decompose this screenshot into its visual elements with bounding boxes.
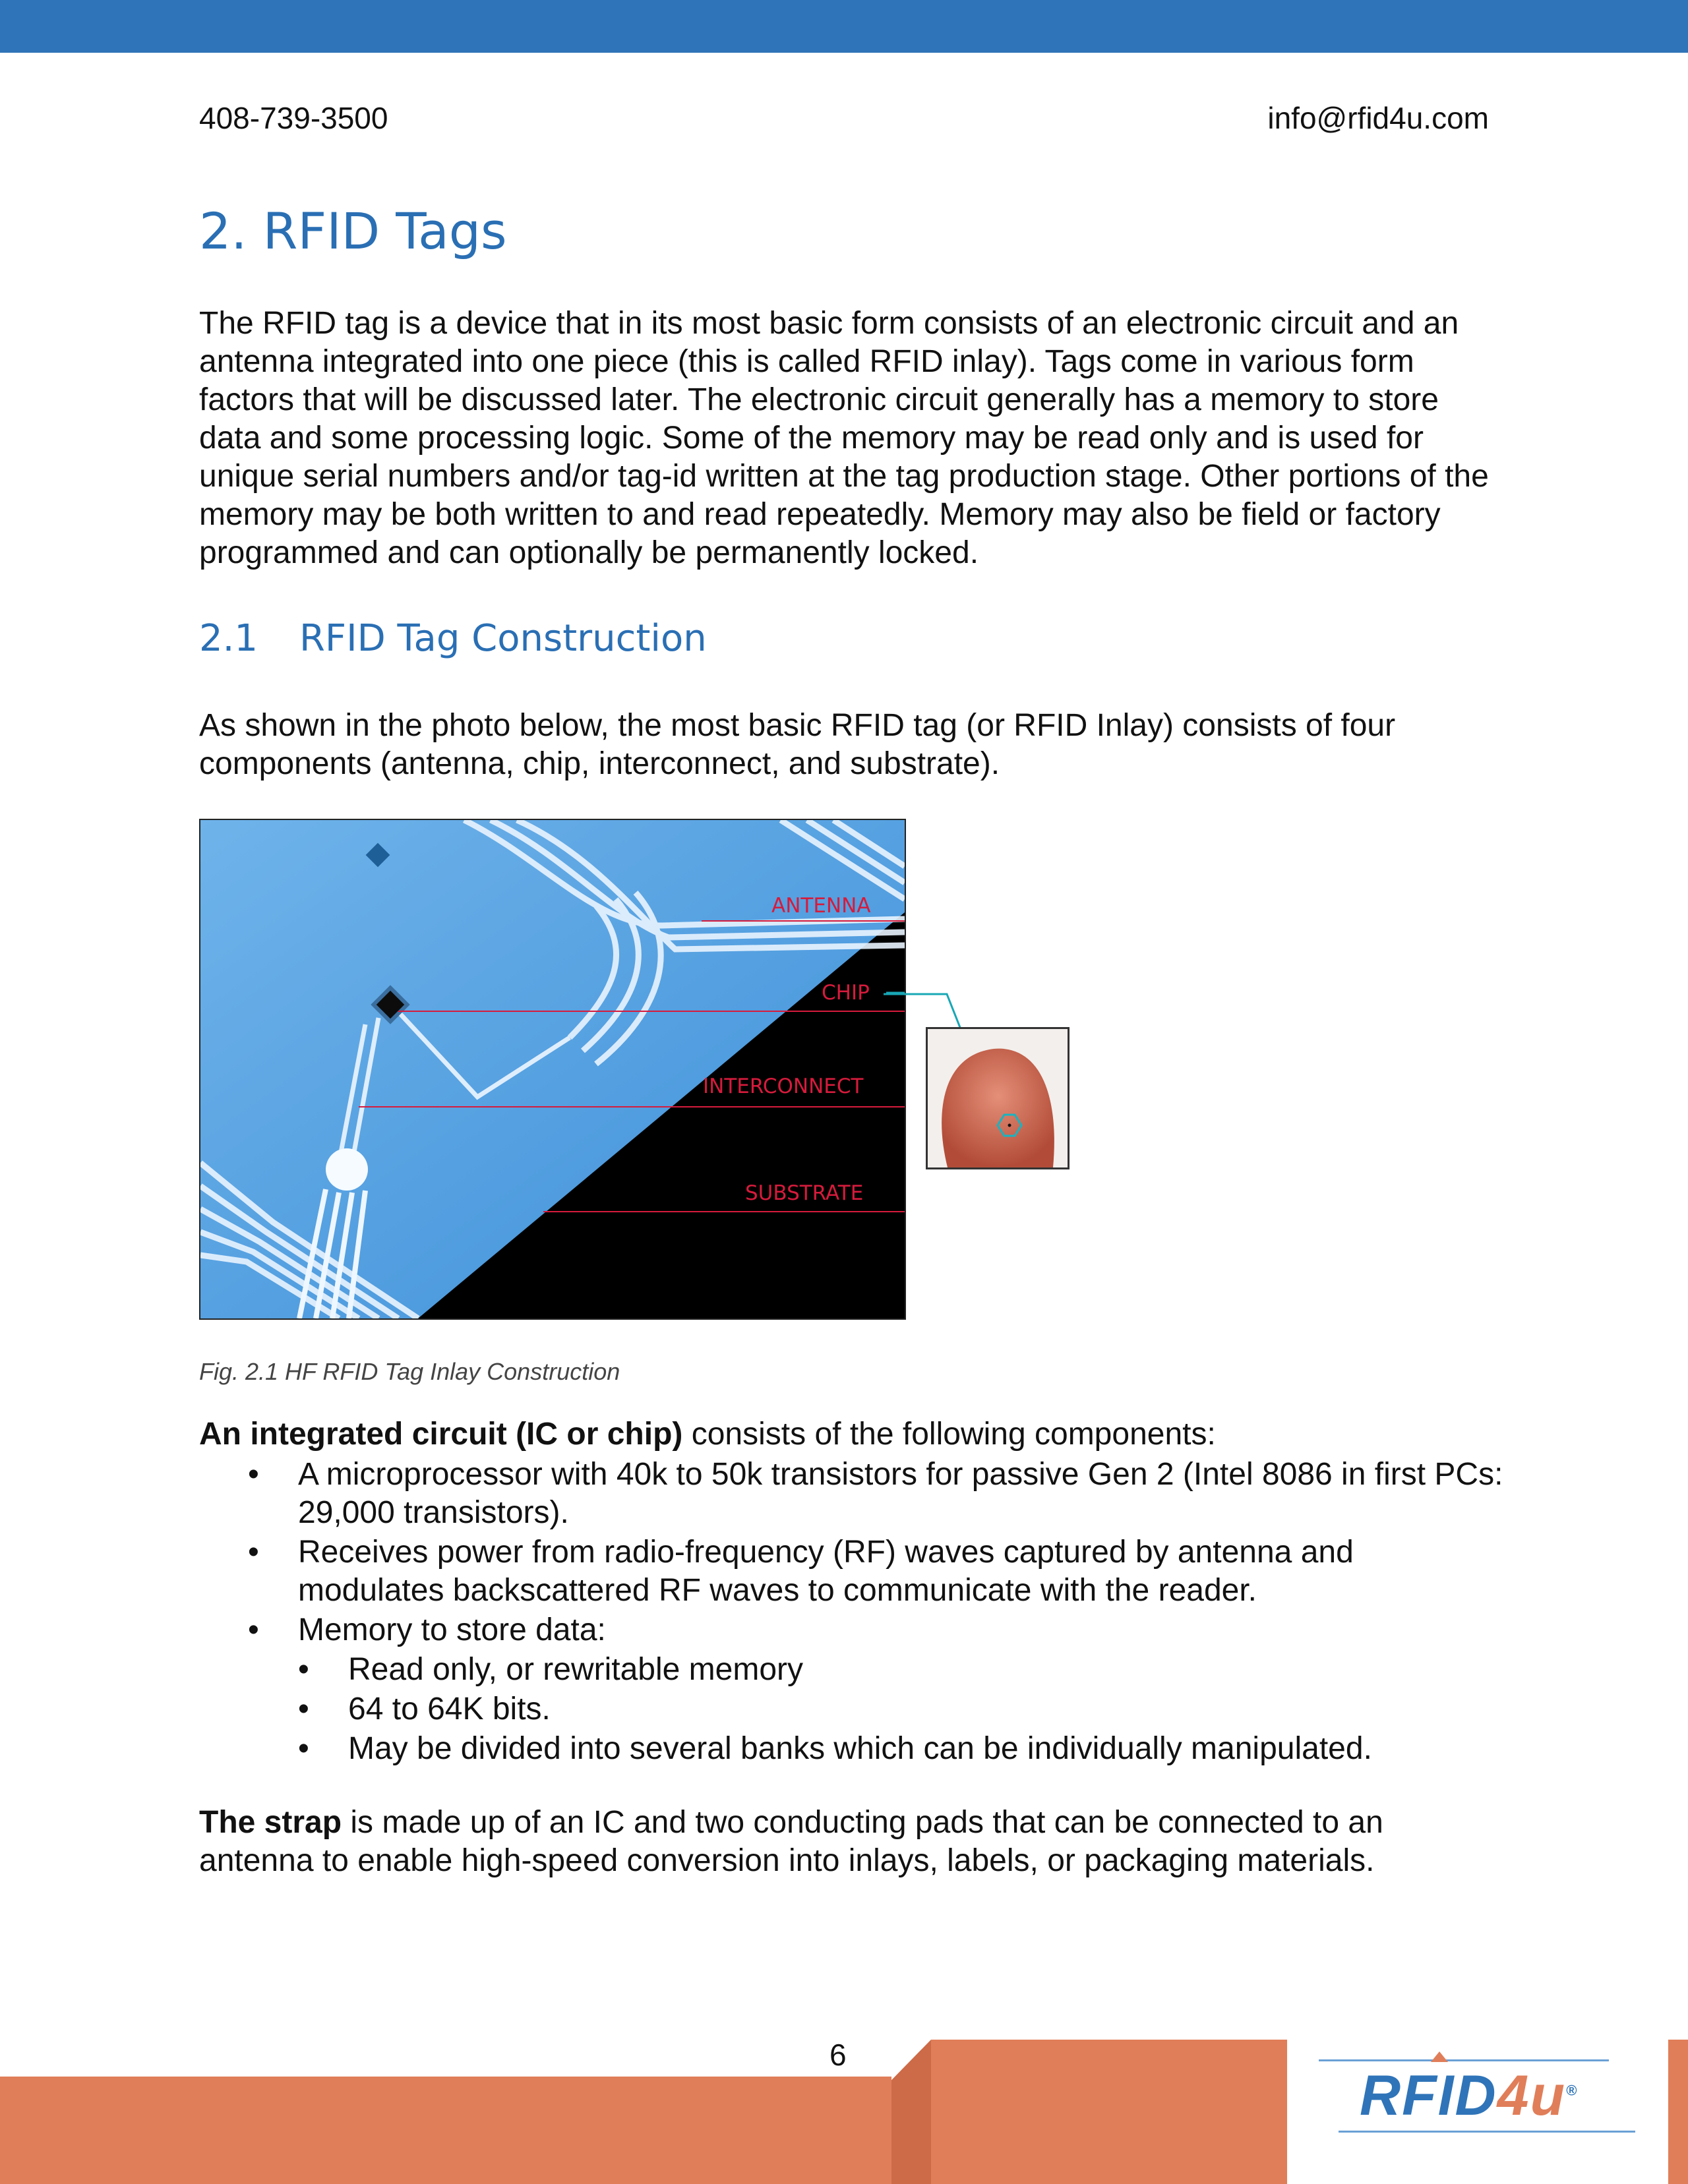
list-item: • Receives power from radio-frequency (RF) waves captured by antenna and modulates backscattered RF waves to communicate with the reader. bbox=[199, 1533, 1505, 1610]
footer-slant bbox=[891, 2040, 931, 2184]
strap-bold: The strap bbox=[199, 1805, 342, 1840]
header-email: info@rfid4u.com bbox=[1267, 101, 1489, 135]
logo-bottom-line bbox=[1339, 2131, 1635, 2133]
sub-list-item: • Read only, or rewritable memory bbox=[298, 1651, 1505, 1689]
section-intro: The RFID tag is a device that in its most basic form consists of an electronic circuit and an antenna integrated into one piece (this is called RFID inlay). Tags come in various form factors that will be discussed later. The electronic circuit generally has a memory to store data and some processing logic. Some of the memory may be read only and is used for unique serial numbers and/or tag-id written at the tag production stage. Other portions of the memory may be both written to and read repeatedly. Memory may also be field or factory programmed and can optionally be permanently locked. bbox=[199, 306, 1489, 570]
top-banner bbox=[0, 0, 1688, 53]
logo-wordmark bbox=[1360, 2063, 1578, 2129]
logo-4u: 4u bbox=[1497, 2064, 1567, 2127]
chip-dot bbox=[1008, 1124, 1011, 1127]
connection-pad bbox=[326, 1148, 368, 1191]
list-item-text: Memory to store data: bbox=[298, 1612, 606, 1647]
subsection-title bbox=[199, 617, 707, 660]
strap-rest: is made up of an IC and two conducting pads that can be connected to an antenna to enable high-speed conversion into inlays, labels, or packaging materials. bbox=[199, 1805, 1383, 1878]
page-number: 6 bbox=[829, 2038, 847, 2072]
subsection-number: 2.1 bbox=[199, 617, 258, 660]
rfid-inlay-photo bbox=[199, 819, 906, 1320]
footer-tab bbox=[931, 2040, 1287, 2184]
logo-triangle-icon bbox=[1430, 2050, 1449, 2063]
substrate-label: SUBSTRATE bbox=[745, 1181, 864, 1205]
footer-right-edge bbox=[1668, 2040, 1688, 2184]
ic-heading-rest: consists of the following components: bbox=[682, 1417, 1216, 1452]
fingertip-inset bbox=[926, 1027, 1070, 1169]
header-phone: 408-739-3500 bbox=[199, 101, 388, 135]
sub-list-item: • 64 to 64K bits. bbox=[298, 1690, 1505, 1728]
ic-heading bbox=[199, 1416, 1216, 1452]
footer-band bbox=[0, 2077, 891, 2184]
logo-rfid: RFID bbox=[1360, 2064, 1497, 2127]
list-item bbox=[199, 1611, 1505, 1768]
logo-top-line bbox=[1319, 2059, 1609, 2061]
section-title: 2. RFID Tags bbox=[199, 202, 507, 260]
chip-label: CHIP bbox=[822, 981, 870, 1005]
interconnect-label: INTERCONNECT bbox=[703, 1075, 864, 1098]
figure-caption: Fig. 2.1 HF RFID Tag Inlay Construction bbox=[199, 1358, 620, 1385]
memory-sublist bbox=[298, 1651, 1505, 1768]
strap-paragraph bbox=[199, 1804, 1505, 1880]
list-item: • A microprocessor with 40k to 50k transistors for passive Gen 2 (Intel 8086 in first PCs: 29,000 transistors). bbox=[199, 1456, 1505, 1532]
subsection-intro: As shown in the photo below, the most basic RFID tag (or RFID Inlay) consists of four components (antenna, chip, interconnect, and substrate). bbox=[199, 708, 1396, 781]
sub-list-item: • May be divided into several banks which can be individually manipulated. bbox=[298, 1730, 1505, 1768]
fingertip-illustration bbox=[928, 1029, 1068, 1167]
rfid4u-logo bbox=[1319, 2050, 1635, 2142]
subsection-title-text: RFID Tag Construction bbox=[299, 617, 707, 660]
ic-components-list bbox=[199, 1456, 1505, 1769]
logo-registered: ® bbox=[1566, 2082, 1579, 2099]
ic-heading-bold: An integrated circuit (IC or chip) bbox=[199, 1417, 683, 1452]
antenna-label: ANTENNA bbox=[771, 894, 871, 918]
